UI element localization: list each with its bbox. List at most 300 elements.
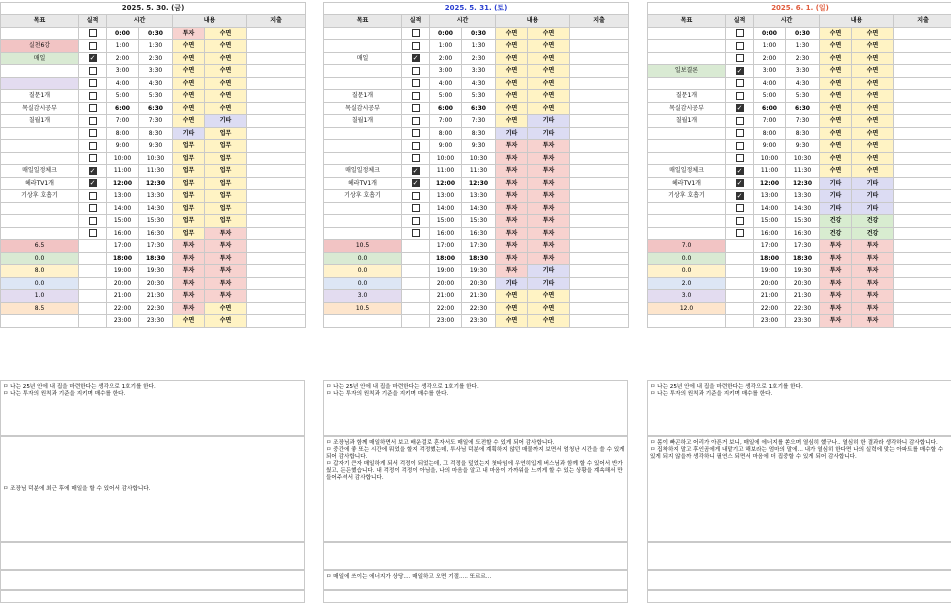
goal-cell[interactable]: 6.5 <box>1 240 79 253</box>
done-cell[interactable] <box>726 140 754 153</box>
gratitude-notes[interactable] <box>323 436 628 542</box>
expense-cell[interactable] <box>570 290 629 303</box>
activity-cell[interactable]: 투자 <box>173 290 205 303</box>
activity-cell[interactable]: 업무 <box>173 152 205 165</box>
activity-cell[interactable]: 기타 <box>820 177 852 190</box>
gratitude-notes[interactable] <box>0 436 305 542</box>
expense-cell[interactable] <box>894 152 951 165</box>
goal-cell[interactable]: 12.0 <box>648 302 726 315</box>
expense-cell[interactable] <box>570 240 629 253</box>
activity-cell[interactable]: 투자 <box>528 190 570 203</box>
activity-cell[interactable]: 투자 <box>820 315 852 328</box>
done-cell[interactable] <box>79 290 107 303</box>
goal-cell[interactable]: 실천6강 <box>1 40 79 53</box>
expense-cell[interactable] <box>247 240 306 253</box>
done-cell[interactable] <box>726 215 754 228</box>
activity-cell[interactable]: 투자 <box>496 265 528 278</box>
activity-cell[interactable]: 건강 <box>820 227 852 240</box>
done-cell[interactable] <box>402 240 430 253</box>
done-cell[interactable] <box>79 102 107 115</box>
checkbox[interactable] <box>412 117 420 125</box>
done-cell[interactable] <box>402 315 430 328</box>
activity-cell[interactable]: 수면 <box>205 65 247 78</box>
done-cell[interactable] <box>79 165 107 178</box>
blank-note[interactable] <box>0 590 305 603</box>
expense-cell[interactable] <box>247 27 306 40</box>
goal-cell[interactable] <box>1 77 79 90</box>
expense-cell[interactable] <box>570 127 629 140</box>
activity-cell[interactable]: 투자 <box>528 165 570 178</box>
activity-cell[interactable]: 기타 <box>528 115 570 128</box>
activity-cell[interactable]: 투자 <box>496 202 528 215</box>
done-cell[interactable] <box>726 277 754 290</box>
done-cell[interactable] <box>402 140 430 153</box>
activity-cell[interactable]: 수면 <box>496 290 528 303</box>
done-cell[interactable] <box>79 40 107 53</box>
checkbox[interactable] <box>412 79 420 87</box>
goal-cell[interactable] <box>1 65 79 78</box>
goal-cell[interactable] <box>1 315 79 328</box>
expense-cell[interactable] <box>247 302 306 315</box>
activity-cell[interactable]: 수면 <box>852 127 894 140</box>
done-cell[interactable] <box>402 290 430 303</box>
expense-cell[interactable] <box>247 165 306 178</box>
checkbox[interactable] <box>736 154 744 162</box>
activity-cell[interactable]: 투자 <box>528 202 570 215</box>
activity-cell[interactable]: 업무 <box>205 127 247 140</box>
goal-cell[interactable]: 기상후 호흡기 <box>1 190 79 203</box>
done-cell[interactable] <box>726 165 754 178</box>
activity-cell[interactable]: 수면 <box>173 52 205 65</box>
blank-note[interactable] <box>323 542 628 570</box>
done-cell[interactable] <box>402 102 430 115</box>
expense-cell[interactable] <box>247 90 306 103</box>
goal-cell[interactable] <box>324 127 402 140</box>
checkbox[interactable] <box>412 142 420 150</box>
done-cell[interactable] <box>402 252 430 265</box>
activity-cell[interactable]: 수면 <box>496 302 528 315</box>
done-cell[interactable] <box>79 115 107 128</box>
activity-cell[interactable]: 수면 <box>820 115 852 128</box>
checked-checkbox[interactable]: ✓ <box>736 66 743 75</box>
checkbox[interactable] <box>89 217 97 225</box>
done-cell[interactable] <box>402 77 430 90</box>
goal-cell[interactable]: 7.0 <box>648 240 726 253</box>
expense-cell[interactable] <box>247 102 306 115</box>
goal-cell[interactable]: 0.0 <box>1 252 79 265</box>
done-cell[interactable] <box>726 315 754 328</box>
activity-cell[interactable]: 업무 <box>173 190 205 203</box>
activity-cell[interactable]: 수면 <box>528 90 570 103</box>
activity-cell[interactable]: 기타 <box>205 115 247 128</box>
checkbox[interactable] <box>736 117 744 125</box>
checked-checkbox[interactable]: ✓ <box>89 54 96 63</box>
activity-cell[interactable]: 수면 <box>173 77 205 90</box>
reflection-notes[interactable] <box>0 570 305 590</box>
activity-cell[interactable]: 업무 <box>205 140 247 153</box>
activity-cell[interactable]: 투자 <box>496 140 528 153</box>
expense-cell[interactable] <box>570 265 629 278</box>
checkbox[interactable] <box>412 217 420 225</box>
goal-cell[interactable] <box>324 140 402 153</box>
activity-cell[interactable]: 건강 <box>852 227 894 240</box>
goal-cell[interactable] <box>648 52 726 65</box>
activity-cell[interactable]: 투자 <box>528 240 570 253</box>
activity-cell[interactable]: 기타 <box>820 202 852 215</box>
checkbox[interactable] <box>89 92 97 100</box>
activity-cell[interactable]: 수면 <box>496 115 528 128</box>
activity-cell[interactable]: 수면 <box>820 152 852 165</box>
expense-cell[interactable] <box>570 315 629 328</box>
done-cell[interactable] <box>726 102 754 115</box>
checkbox[interactable] <box>736 217 744 225</box>
activity-cell[interactable]: 수면 <box>528 77 570 90</box>
activity-cell[interactable]: 수면 <box>528 102 570 115</box>
done-cell[interactable] <box>726 265 754 278</box>
activity-cell[interactable]: 수면 <box>852 27 894 40</box>
checked-checkbox[interactable]: ✓ <box>89 179 96 188</box>
activity-cell[interactable]: 투자 <box>852 252 894 265</box>
expense-cell[interactable] <box>894 52 951 65</box>
activity-cell[interactable]: 투자 <box>496 152 528 165</box>
expense-cell[interactable] <box>570 152 629 165</box>
goal-cell[interactable] <box>648 40 726 53</box>
goal-cell[interactable] <box>324 227 402 240</box>
activity-cell[interactable]: 업무 <box>173 227 205 240</box>
affirmation-notes[interactable] <box>323 380 628 436</box>
activity-cell[interactable]: 수면 <box>820 165 852 178</box>
goal-cell[interactable]: 칠월1개 <box>1 115 79 128</box>
activity-cell[interactable]: 수면 <box>496 65 528 78</box>
goal-cell[interactable]: 10.5 <box>324 240 402 253</box>
checked-checkbox[interactable]: ✓ <box>412 179 419 188</box>
done-cell[interactable] <box>726 290 754 303</box>
done-cell[interactable] <box>79 152 107 165</box>
goal-cell[interactable]: 헤라TV1개 <box>324 177 402 190</box>
checkbox[interactable] <box>89 229 97 237</box>
checkbox[interactable] <box>412 229 420 237</box>
goal-cell[interactable] <box>324 27 402 40</box>
checkbox[interactable] <box>89 29 97 37</box>
checkbox[interactable] <box>89 104 97 112</box>
done-cell[interactable] <box>726 227 754 240</box>
expense-cell[interactable] <box>247 252 306 265</box>
checkbox[interactable] <box>89 142 97 150</box>
activity-cell[interactable]: 투자 <box>820 240 852 253</box>
expense-cell[interactable] <box>570 165 629 178</box>
checkbox[interactable] <box>736 204 744 212</box>
done-cell[interactable] <box>402 65 430 78</box>
activity-cell[interactable]: 수면 <box>528 52 570 65</box>
goal-cell[interactable]: 기상후 호흡기 <box>648 190 726 203</box>
goal-cell[interactable] <box>324 215 402 228</box>
activity-cell[interactable]: 투자 <box>852 265 894 278</box>
expense-cell[interactable] <box>247 277 306 290</box>
activity-cell[interactable]: 수면 <box>528 302 570 315</box>
activity-cell[interactable]: 투자 <box>528 152 570 165</box>
done-cell[interactable] <box>726 302 754 315</box>
expense-cell[interactable] <box>570 65 629 78</box>
activity-cell[interactable]: 투자 <box>852 302 894 315</box>
activity-cell[interactable]: 투자 <box>820 302 852 315</box>
goal-cell[interactable]: 1.0 <box>1 290 79 303</box>
goal-cell[interactable] <box>648 227 726 240</box>
activity-cell[interactable]: 투자 <box>173 302 205 315</box>
goal-cell[interactable]: 0.0 <box>324 265 402 278</box>
activity-cell[interactable]: 수면 <box>852 102 894 115</box>
activity-cell[interactable]: 업무 <box>173 165 205 178</box>
done-cell[interactable] <box>79 202 107 215</box>
done-cell[interactable] <box>402 40 430 53</box>
expense-cell[interactable] <box>894 277 951 290</box>
done-cell[interactable] <box>79 227 107 240</box>
activity-cell[interactable]: 수면 <box>173 102 205 115</box>
goal-cell[interactable] <box>648 127 726 140</box>
expense-cell[interactable] <box>570 302 629 315</box>
activity-cell[interactable]: 수면 <box>496 77 528 90</box>
activity-cell[interactable]: 기타 <box>496 127 528 140</box>
checked-checkbox[interactable]: ✓ <box>412 166 419 175</box>
checked-checkbox[interactable]: ✓ <box>736 191 743 200</box>
done-cell[interactable] <box>79 277 107 290</box>
done-cell[interactable] <box>79 52 107 65</box>
activity-cell[interactable]: 수면 <box>820 65 852 78</box>
expense-cell[interactable] <box>894 102 951 115</box>
expense-cell[interactable] <box>894 190 951 203</box>
expense-cell[interactable] <box>570 102 629 115</box>
done-cell[interactable] <box>726 240 754 253</box>
checkbox[interactable] <box>89 204 97 212</box>
done-cell[interactable] <box>402 165 430 178</box>
done-cell[interactable] <box>79 177 107 190</box>
expense-cell[interactable] <box>894 177 951 190</box>
activity-cell[interactable]: 기타 <box>528 265 570 278</box>
expense-cell[interactable] <box>247 40 306 53</box>
done-cell[interactable] <box>726 115 754 128</box>
gratitude-notes[interactable] <box>647 436 951 542</box>
activity-cell[interactable]: 투자 <box>496 190 528 203</box>
expense-cell[interactable] <box>247 65 306 78</box>
activity-cell[interactable]: 투자 <box>820 277 852 290</box>
activity-cell[interactable]: 투자 <box>852 240 894 253</box>
checkbox[interactable] <box>736 129 744 137</box>
expense-cell[interactable] <box>570 140 629 153</box>
goal-cell[interactable]: 칠월1개 <box>648 115 726 128</box>
done-cell[interactable] <box>79 265 107 278</box>
goal-cell[interactable]: 목실감시공부 <box>324 102 402 115</box>
activity-cell[interactable]: 수면 <box>820 102 852 115</box>
expense-cell[interactable] <box>894 40 951 53</box>
activity-cell[interactable]: 투자 <box>496 177 528 190</box>
activity-cell[interactable]: 수면 <box>852 152 894 165</box>
checkbox[interactable] <box>412 42 420 50</box>
expense-cell[interactable] <box>570 277 629 290</box>
activity-cell[interactable]: 업무 <box>205 177 247 190</box>
activity-cell[interactable]: 투자 <box>205 240 247 253</box>
goal-cell[interactable]: 3.0 <box>324 290 402 303</box>
activity-cell[interactable]: 투자 <box>496 227 528 240</box>
activity-cell[interactable]: 수면 <box>205 27 247 40</box>
expense-cell[interactable] <box>247 152 306 165</box>
activity-cell[interactable]: 투자 <box>852 290 894 303</box>
done-cell[interactable] <box>726 252 754 265</box>
activity-cell[interactable]: 수면 <box>820 27 852 40</box>
activity-cell[interactable]: 투자 <box>173 252 205 265</box>
activity-cell[interactable]: 수면 <box>852 40 894 53</box>
done-cell[interactable] <box>79 240 107 253</box>
activity-cell[interactable]: 수면 <box>820 40 852 53</box>
goal-cell[interactable]: 기상후 호흡기 <box>324 190 402 203</box>
checked-checkbox[interactable]: ✓ <box>89 166 96 175</box>
activity-cell[interactable]: 기타 <box>852 202 894 215</box>
done-cell[interactable] <box>79 90 107 103</box>
goal-cell[interactable]: 칠월1개 <box>324 115 402 128</box>
expense-cell[interactable] <box>247 227 306 240</box>
expense-cell[interactable] <box>247 77 306 90</box>
activity-cell[interactable]: 투자 <box>528 215 570 228</box>
goal-cell[interactable] <box>324 65 402 78</box>
activity-cell[interactable]: 투자 <box>496 252 528 265</box>
activity-cell[interactable]: 기타 <box>528 277 570 290</box>
activity-cell[interactable]: 건강 <box>820 215 852 228</box>
goal-cell[interactable]: 매일 <box>1 52 79 65</box>
done-cell[interactable] <box>79 315 107 328</box>
blank-note[interactable] <box>647 590 951 603</box>
goal-cell[interactable] <box>324 315 402 328</box>
activity-cell[interactable]: 수면 <box>852 165 894 178</box>
activity-cell[interactable]: 수면 <box>496 40 528 53</box>
done-cell[interactable] <box>402 302 430 315</box>
goal-cell[interactable]: 3.0 <box>648 290 726 303</box>
done-cell[interactable] <box>79 65 107 78</box>
goal-cell[interactable]: 2.0 <box>648 277 726 290</box>
goal-cell[interactable]: 질문1개 <box>1 90 79 103</box>
checkbox[interactable] <box>412 154 420 162</box>
affirmation-notes[interactable] <box>0 380 305 436</box>
expense-cell[interactable] <box>894 165 951 178</box>
checked-checkbox[interactable]: ✓ <box>736 179 743 188</box>
expense-cell[interactable] <box>894 265 951 278</box>
activity-cell[interactable]: 투자 <box>528 227 570 240</box>
goal-cell[interactable] <box>648 27 726 40</box>
expense-cell[interactable] <box>570 202 629 215</box>
expense-cell[interactable] <box>247 202 306 215</box>
activity-cell[interactable]: 수면 <box>820 77 852 90</box>
goal-cell[interactable]: 질문1개 <box>324 90 402 103</box>
goal-cell[interactable]: 헤라TV1개 <box>1 177 79 190</box>
activity-cell[interactable]: 수면 <box>852 115 894 128</box>
expense-cell[interactable] <box>247 140 306 153</box>
goal-cell[interactable]: 질문1개 <box>648 90 726 103</box>
activity-cell[interactable]: 수면 <box>528 290 570 303</box>
expense-cell[interactable] <box>894 140 951 153</box>
activity-cell[interactable]: 투자 <box>820 265 852 278</box>
activity-cell[interactable]: 투자 <box>820 290 852 303</box>
activity-cell[interactable]: 투자 <box>173 277 205 290</box>
activity-cell[interactable]: 수면 <box>528 65 570 78</box>
goal-cell[interactable]: 매일 <box>324 52 402 65</box>
done-cell[interactable] <box>726 52 754 65</box>
checkbox[interactable] <box>412 192 420 200</box>
done-cell[interactable] <box>726 152 754 165</box>
expense-cell[interactable] <box>894 77 951 90</box>
activity-cell[interactable]: 투자 <box>528 177 570 190</box>
goal-cell[interactable] <box>648 152 726 165</box>
goal-cell[interactable]: 헤라TV1개 <box>648 177 726 190</box>
activity-cell[interactable]: 업무 <box>205 152 247 165</box>
expense-cell[interactable] <box>894 302 951 315</box>
expense-cell[interactable] <box>570 90 629 103</box>
activity-cell[interactable]: 업무 <box>173 140 205 153</box>
checkbox[interactable] <box>736 29 744 37</box>
activity-cell[interactable]: 수면 <box>820 90 852 103</box>
checked-checkbox[interactable]: ✓ <box>736 166 743 175</box>
goal-cell[interactable] <box>1 202 79 215</box>
expense-cell[interactable] <box>894 27 951 40</box>
activity-cell[interactable]: 투자 <box>173 240 205 253</box>
activity-cell[interactable]: 투자 <box>496 240 528 253</box>
checkbox[interactable] <box>412 29 420 37</box>
expense-cell[interactable] <box>570 52 629 65</box>
activity-cell[interactable]: 수면 <box>205 102 247 115</box>
activity-cell[interactable]: 수면 <box>528 27 570 40</box>
expense-cell[interactable] <box>570 77 629 90</box>
expense-cell[interactable] <box>570 27 629 40</box>
done-cell[interactable] <box>402 227 430 240</box>
expense-cell[interactable] <box>247 290 306 303</box>
goal-cell[interactable]: 0.0 <box>324 252 402 265</box>
done-cell[interactable] <box>79 140 107 153</box>
activity-cell[interactable]: 투자 <box>205 290 247 303</box>
goal-cell[interactable] <box>1 27 79 40</box>
activity-cell[interactable]: 투자 <box>205 227 247 240</box>
done-cell[interactable] <box>402 265 430 278</box>
done-cell[interactable] <box>402 215 430 228</box>
expense-cell[interactable] <box>894 290 951 303</box>
expense-cell[interactable] <box>247 52 306 65</box>
done-cell[interactable] <box>726 190 754 203</box>
activity-cell[interactable]: 수면 <box>496 102 528 115</box>
expense-cell[interactable] <box>894 115 951 128</box>
activity-cell[interactable]: 수면 <box>173 315 205 328</box>
goal-cell[interactable]: 0.0 <box>648 265 726 278</box>
checkbox[interactable] <box>412 204 420 212</box>
expense-cell[interactable] <box>247 190 306 203</box>
goal-cell[interactable]: 목실감시공부 <box>1 102 79 115</box>
activity-cell[interactable]: 업무 <box>205 165 247 178</box>
activity-cell[interactable]: 수면 <box>205 52 247 65</box>
expense-cell[interactable] <box>570 177 629 190</box>
done-cell[interactable] <box>402 177 430 190</box>
expense-cell[interactable] <box>570 190 629 203</box>
goal-cell[interactable]: 매일일정체크 <box>1 165 79 178</box>
done-cell[interactable] <box>79 27 107 40</box>
activity-cell[interactable]: 기타 <box>173 127 205 140</box>
activity-cell[interactable]: 수면 <box>852 65 894 78</box>
activity-cell[interactable]: 수면 <box>496 52 528 65</box>
checkbox[interactable] <box>412 104 420 112</box>
activity-cell[interactable]: 투자 <box>496 165 528 178</box>
checkbox[interactable] <box>89 154 97 162</box>
goal-cell[interactable] <box>1 227 79 240</box>
done-cell[interactable] <box>726 90 754 103</box>
checkbox[interactable] <box>89 129 97 137</box>
checkbox[interactable] <box>736 142 744 150</box>
done-cell[interactable] <box>726 77 754 90</box>
checkbox[interactable] <box>736 229 744 237</box>
blank-note[interactable] <box>0 542 305 570</box>
activity-cell[interactable]: 투자 <box>173 265 205 278</box>
